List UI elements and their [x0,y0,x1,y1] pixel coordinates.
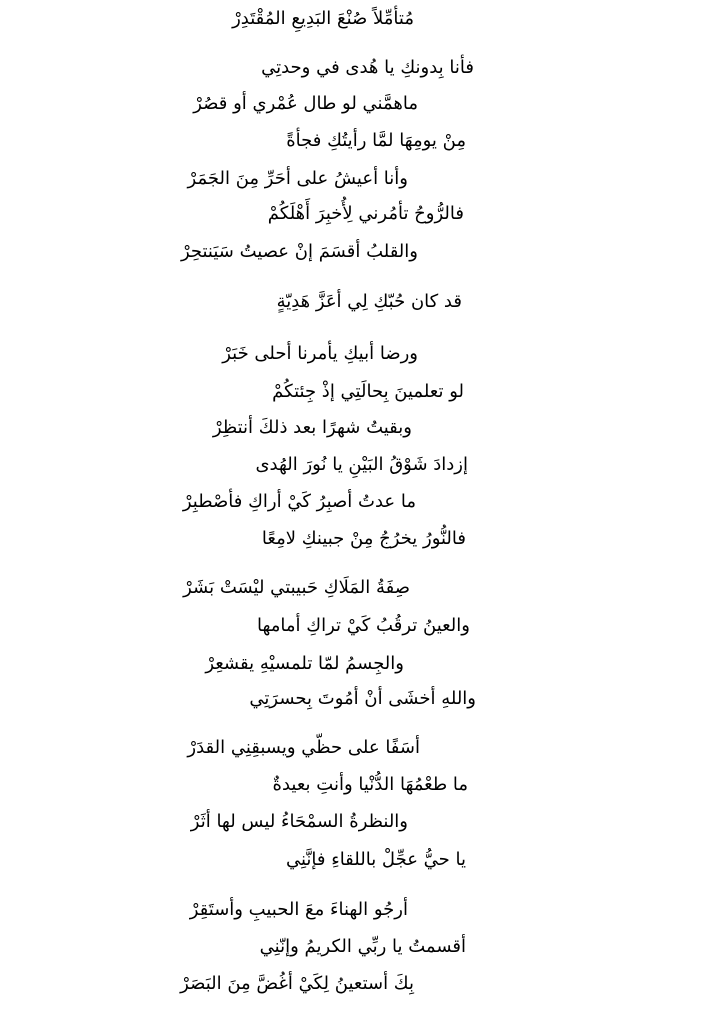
poem-line: ما عدتُ أصبِرُ كَيْ أراكِ فأصْطبِرْ [182,491,416,512]
poem-line: والعينُ ترقُبُ كَيْ تراكِ أمامها [256,615,470,636]
poem-line: إزدادَ شَوْقُ البَيْنِ يا نُورَ الهُدى [255,454,468,475]
poem-line: يا حيُّ عجِّلْ باللقاءِ فإنَّنِي [285,849,466,870]
poem-line: وأنا أعيشُ على أحَرِّ مِنَ الجَمَرْ [187,168,408,189]
poem-line: ما طعْمُهَا الدُّنْيا وأنتِ بعيدةٌ [272,774,468,795]
poem-line: أسَفًا على حظّي ويسبقِنِي القدَرْ [187,737,420,758]
poem-line: واللهِ أخشَى أنْ أمُوتَ بِحسرَتِي [249,688,476,709]
poem-line: مِنْ يومِهَا لمَّا رأيتُكِ فجأةً [286,130,466,151]
poem-line: مُتأمِّلاً صُنْعَ البَدِيعِ المُقْتَدِرْ [232,8,414,29]
poem-line: صِفَةُ المَلَاكِ حَبيبتي ليْسَتْ بَشَرْ [183,577,410,598]
poem-line: قد كان حُبّكِ لِي أعَزَّ هَدِيّةٍ [276,291,462,312]
poem-line: والقلبُ أقسَمَ إنْ عصيتُ سَيَنتحِرْ [180,241,418,262]
poem-line: لو تعلمينَ بِحالَتِي إذْ جِئتكُمْ [272,381,464,402]
poem-line: فالرُّوحُ تأمُرني لِأُخبِرَ أَهْلَكُمْ [267,203,464,224]
poem-line: والنظرةُ السمْحَاءُ ليس لها أثَرْ [190,811,408,832]
poem-line: وبقيتُ شهرًا بعد ذلكَ أنتظِرْ [212,417,412,438]
poem-line: فأنا بِدونكِ يا هُدى في وحدتِي [261,57,474,78]
poem-line: ورضا أبيكِ يأمرنا أحلى خَبَرْ [222,343,418,364]
poem-line: أقسمتُ يا ربِّي الكريمُ وإنّنِي [259,936,466,957]
poem-line: بِكَ أستعينُ لِكَيْ أغُضَّ مِنَ البَصَرْ [180,973,414,994]
poem-line: فالنُّورُ يخرُجُ مِنْ جبينكِ لامِعًا [261,528,466,549]
poem-line: أرجُو الهناءَ معَ الحبيبِ وأستَقِرْ [189,899,408,920]
poem-line: والجِسمُ لمّا تلمسيْهِ يقشعِرْ [205,653,404,674]
poem-line: ماهمَّني لو طال عُمْري أو قصُرْ [193,93,418,114]
